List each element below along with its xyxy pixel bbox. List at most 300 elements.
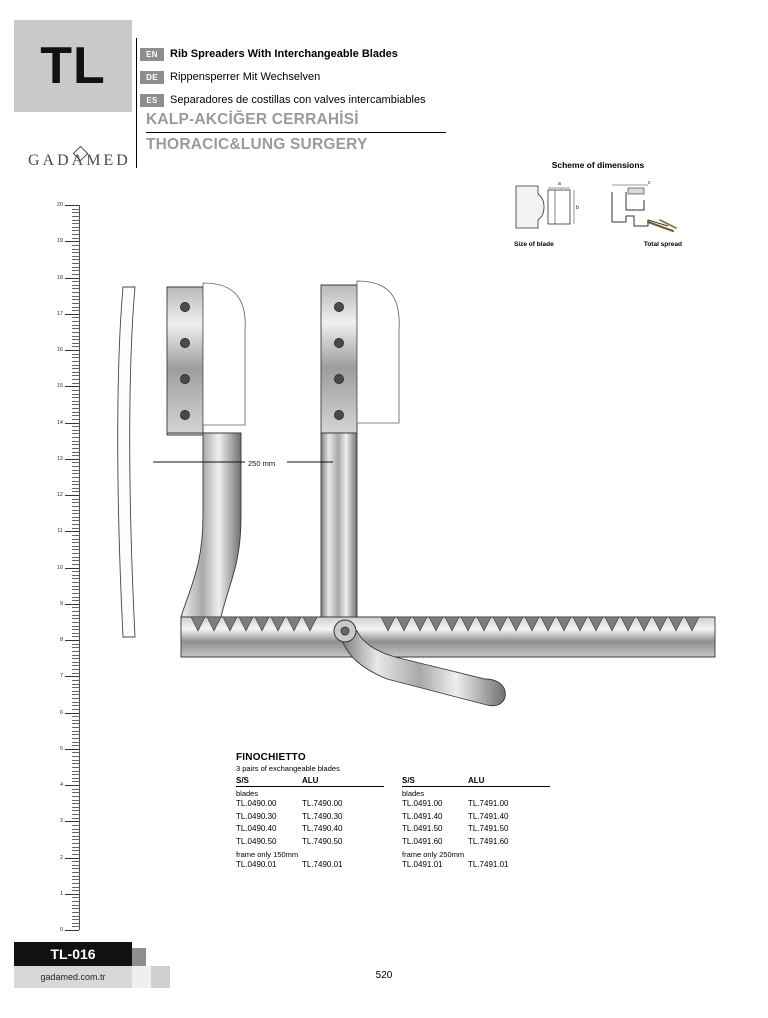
ruler-tick-label: 9 [59, 600, 63, 607]
ruler-tick-minor [72, 600, 79, 601]
ruler-tick-major [65, 278, 79, 279]
ruler-tick-minor [72, 781, 79, 782]
ruler-tick-minor [72, 731, 79, 732]
ruler-tick-label: 8 [59, 637, 63, 643]
cell-alu: TL.7491.40 [468, 811, 509, 821]
ruler-tick-minor [72, 803, 79, 804]
ruler-tick-minor [72, 720, 79, 721]
language-list [140, 44, 560, 113]
table-row [236, 859, 384, 872]
section-title-tr: KALP-AKCİĞER CERRAHİSİ [146, 111, 359, 128]
ruler-tick-minor [72, 542, 79, 543]
language-row-de [140, 67, 560, 87]
ruler-tick-minor [72, 745, 79, 746]
ruler-tick-minor [72, 408, 79, 409]
ruler-tick-minor [72, 702, 79, 703]
ruler-tick-minor [72, 528, 79, 529]
ruler-tick-minor [72, 426, 79, 427]
ruler-tick-minor [72, 249, 79, 250]
ruler-tick-minor [72, 365, 79, 366]
ruler-tick-minor [72, 662, 79, 663]
ruler-tick-minor [72, 256, 79, 257]
ruler-tick-minor [72, 843, 79, 844]
ruler-tick-minor [72, 792, 79, 793]
ruler-tick-label: 15 [56, 383, 63, 390]
ruler-tick-minor [72, 760, 79, 761]
brand-diamond-icon: A [71, 152, 87, 169]
ruler-tick-minor [72, 593, 79, 594]
ruler-tick-major [65, 531, 79, 532]
cell-alu: TL.7490.01 [302, 860, 343, 869]
ruler-tick-minor [72, 607, 79, 608]
section-title-en: THORACIC&LUNG SURGERY [146, 136, 368, 153]
ruler-tick-minor [72, 658, 79, 659]
ruler-tick-major [65, 858, 79, 859]
ruler-tick-minor [72, 299, 79, 300]
ruler-tick-minor [72, 296, 79, 297]
table-row [236, 811, 384, 824]
ruler-tick-major [65, 423, 79, 424]
ruler-tick-minor [72, 872, 79, 873]
ruler-tick-minor [72, 484, 79, 485]
ruler-tick-minor [72, 404, 79, 405]
cell-alu: TL.7491.60 [468, 836, 509, 846]
ruler-tick-minor [72, 336, 79, 337]
ruler-tick-label: 13 [56, 455, 63, 462]
ruler-tick-minor [72, 738, 79, 739]
footer-website: gadamed.com.tr [14, 966, 132, 988]
scheme-title: Scheme of dimensions [551, 160, 645, 170]
ruler-tick-minor [72, 444, 79, 445]
rib-spreader-svg [95, 265, 725, 735]
ruler-tick-minor [72, 629, 79, 630]
header-divider [136, 38, 137, 168]
ruler-tick-minor [72, 752, 79, 753]
ruler-tick-label: 5 [59, 745, 63, 752]
ruler-tick-minor [72, 883, 79, 884]
ruler-tick-minor [72, 832, 79, 833]
ruler-tick-minor [72, 789, 79, 790]
ruler-tick-minor [72, 441, 79, 442]
ruler-tick-minor [72, 796, 79, 797]
language-text-es: Separadores de costillas con valves intercambiables [170, 94, 426, 106]
ruler-tick-major [65, 676, 79, 677]
ruler-tick-minor [72, 615, 79, 616]
ruler-tick-minor [72, 361, 79, 362]
brand-text-part2: MED [86, 152, 131, 169]
ruler-tick-minor [72, 923, 79, 924]
ruler-tick-minor [72, 354, 79, 355]
language-row-es [140, 90, 560, 110]
ruler-tick-minor [72, 452, 79, 453]
ruler-tick-minor [72, 394, 79, 395]
cell-alu: TL.7490.40 [302, 824, 343, 833]
ruler-tick-minor [72, 245, 79, 246]
svg-text:c: c [648, 180, 651, 186]
ruler-tick-major [65, 495, 79, 496]
ruler-tick-major [65, 785, 79, 786]
ruler-tick-major [65, 459, 79, 460]
ruler-tick-minor [72, 912, 79, 913]
ruler-tick-minor [72, 372, 79, 373]
ruler-tick-minor [72, 734, 79, 735]
ruler-tick-minor [72, 212, 79, 213]
ruler-tick-minor [72, 705, 79, 706]
ruler-tick-minor [72, 332, 79, 333]
ruler-tick-minor [72, 611, 79, 612]
ruler-tick-minor [72, 897, 79, 898]
ruler-tick-minor [72, 564, 79, 565]
product-subtitle: 3 pairs of exchangeable blades [236, 764, 340, 773]
ruler-tick-minor [72, 582, 79, 583]
table-row [236, 836, 384, 849]
ruler-tick-minor [72, 684, 79, 685]
scheme-captions [508, 241, 688, 248]
ruler-tick-minor [72, 303, 79, 304]
ruler-tick-minor [72, 876, 79, 877]
ruler-tick-label: 11 [57, 528, 63, 535]
language-row-en [140, 44, 560, 64]
ruler-tick-label: 4 [59, 782, 63, 788]
ruler-tick-minor [72, 829, 79, 830]
ruler-tick-label: 7 [59, 673, 63, 680]
ruler-tick-label: 12 [56, 492, 63, 498]
category-code-box [14, 20, 132, 112]
ruler-tick-minor [72, 644, 79, 645]
column-2-header-ss: S/S [402, 776, 415, 785]
ruler-tick-minor [72, 861, 79, 862]
cell-ss: TL.0491.00 [402, 799, 443, 808]
scheme-figures [508, 176, 688, 238]
page-number: 520 [375, 970, 393, 981]
ruler-tick-minor [72, 865, 79, 866]
ruler-tick-minor [72, 539, 79, 540]
ruler-tick-minor [72, 491, 79, 492]
ruler-tick-minor [72, 800, 79, 801]
ruler-tick-minor [72, 412, 79, 413]
ruler-tick-minor [72, 223, 79, 224]
ruler-tick-minor [72, 466, 79, 467]
ruler-tick-label: 1 [59, 890, 63, 897]
ruler-tick-minor [72, 691, 79, 692]
language-tag-es: ES [140, 94, 164, 107]
ruler-tick-minor [72, 506, 79, 507]
ruler-tick-label: 6 [59, 709, 63, 716]
ruler-tick-minor [72, 252, 79, 253]
ruler-tick-label: 14 [56, 419, 63, 426]
product-table-column-1 [236, 776, 384, 872]
ruler-tick-minor [72, 709, 79, 710]
scheme-diagram-svg [508, 176, 688, 238]
ruler-tick-label: 17 [56, 310, 63, 317]
ruler-tick-minor [72, 651, 79, 652]
brand-text-part1: GAD [28, 152, 72, 169]
cell-alu: TL.7490.30 [302, 811, 343, 821]
ruler-tick-minor [72, 665, 79, 666]
ruler-tick-minor [72, 477, 79, 478]
ruler-tick-minor [72, 285, 79, 286]
ruler-tick-major [65, 821, 79, 822]
ruler-tick-minor [72, 310, 79, 311]
ruler-tick-minor [72, 383, 79, 384]
product-table [236, 752, 556, 872]
ruler-tick-label: 19 [56, 238, 63, 245]
column-2-header [402, 776, 550, 787]
column-2-note-frame: frame only 250mm [402, 850, 465, 859]
ruler-tick-minor [72, 901, 79, 902]
ruler-tick-minor [72, 836, 79, 837]
ruler-tick-minor [72, 216, 79, 217]
ruler-tick-minor [72, 807, 79, 808]
ruler-tick-minor [72, 502, 79, 503]
product-name: FINOCHIETTO [236, 752, 306, 763]
ruler-tick-minor [72, 433, 79, 434]
ruler-tick-minor [72, 597, 79, 598]
ruler-tick-minor [72, 321, 79, 322]
language-text-de: Rippensperrer Mit Wechselven [170, 71, 321, 83]
ruler-tick-minor [72, 325, 79, 326]
dimension-label: 250 mm [248, 459, 276, 468]
ruler-tick-minor [72, 401, 79, 402]
product-table-column-2 [402, 776, 550, 872]
ruler-tick-minor [72, 716, 79, 717]
table-row [236, 798, 384, 811]
ruler-axis [79, 205, 80, 930]
ruler-tick-minor [72, 263, 79, 264]
cell-ss: TL.0490.40 [236, 824, 277, 833]
column-2-header-alu: ALU [468, 776, 485, 785]
ruler-tick-minor [72, 810, 79, 811]
ruler-tick-minor [72, 419, 79, 420]
cell-ss: TL.0491.40 [402, 811, 443, 821]
ruler-tick-minor [72, 647, 79, 648]
ruler-tick-minor [72, 655, 79, 656]
ruler-tick-minor [72, 622, 79, 623]
ruler-tick-minor [72, 481, 79, 482]
cell-ss: TL.0491.60 [402, 836, 443, 846]
ruler-tick-minor [72, 307, 79, 308]
ruler-tick-minor [72, 220, 79, 221]
ruler-tick-minor [72, 778, 79, 779]
cell-alu: TL.7491.00 [468, 799, 509, 808]
brand-logo [28, 152, 131, 170]
ruler-tick-minor [72, 328, 79, 329]
ruler-tick-major [65, 749, 79, 750]
ruler-tick-minor [72, 238, 79, 239]
ruler-tick-minor [72, 488, 79, 489]
table-row [402, 859, 550, 872]
ruler-tick-major [65, 314, 79, 315]
ruler-tick-minor [72, 397, 79, 398]
svg-text:b: b [576, 205, 579, 211]
ruler-tick-minor [72, 288, 79, 289]
ruler-tick-minor [72, 879, 79, 880]
ruler-tick-label: 0 [59, 927, 63, 933]
ruler-tick-minor [72, 546, 79, 547]
ruler-tick-minor [72, 818, 79, 819]
ruler-tick-minor [72, 430, 79, 431]
scheme-caption-right: Total spread [643, 241, 682, 248]
column-1-note-blades: blades [236, 789, 259, 798]
ruler-tick-minor [72, 919, 79, 920]
ruler-tick-minor [72, 343, 79, 344]
ruler-tick-minor [72, 905, 79, 906]
ruler-tick-minor [72, 887, 79, 888]
section-titles [146, 110, 456, 155]
ruler-tick-minor [72, 575, 79, 576]
ruler-tick-minor [72, 890, 79, 891]
column-1-header-alu: ALU [302, 776, 319, 785]
cell-alu: TL.7490.50 [302, 836, 343, 846]
ruler-tick-minor [72, 274, 79, 275]
ruler-tick-minor [72, 578, 79, 579]
ruler-tick-minor [72, 868, 79, 869]
ruler-tick-major [65, 386, 79, 387]
ruler-tick-major [65, 205, 79, 206]
ruler-tick-minor [72, 379, 79, 380]
table-row [402, 836, 550, 849]
ruler-tick-minor [72, 626, 79, 627]
ruler-tick-minor [72, 633, 79, 634]
column-1-note-frame: frame only 150mm [236, 850, 299, 859]
ruler-tick-label: 20 [56, 202, 63, 208]
ruler-tick-minor [72, 673, 79, 674]
cell-alu: TL.7491.01 [468, 860, 509, 869]
ruler-tick-minor [72, 270, 79, 271]
ruler-tick-minor [72, 669, 79, 670]
language-text-en: Rib Spreaders With Interchangeable Blades [170, 48, 398, 60]
ruler-tick-minor [72, 814, 79, 815]
cell-ss: TL.0490.50 [236, 836, 277, 846]
ruler-tick-minor [72, 549, 79, 550]
ruler-tick-minor [72, 839, 79, 840]
ruler-tick-minor [72, 687, 79, 688]
ruler-tick-minor [72, 517, 79, 518]
ruler-tick-minor [72, 317, 79, 318]
ruler-tick-minor [72, 586, 79, 587]
table-row [236, 823, 384, 836]
cell-alu: TL.7491.50 [468, 824, 509, 833]
ruler-tick-label: 10 [56, 564, 63, 571]
ruler-tick-minor [72, 281, 79, 282]
ruler-tick-minor [72, 339, 79, 340]
cell-ss: TL.0490.01 [236, 860, 277, 869]
ruler-tick-major [65, 241, 79, 242]
column-1-header [236, 776, 384, 787]
ruler-tick-minor [72, 462, 79, 463]
scheme-caption-left: Size of blade [514, 241, 554, 248]
ruler-tick-minor [72, 767, 79, 768]
svg-text:a: a [558, 181, 561, 187]
table-row [402, 798, 550, 811]
ruler-tick-minor [72, 636, 79, 637]
ruler-tick-minor [72, 390, 79, 391]
ruler-tick-minor [72, 470, 79, 471]
ruler-tick-minor [72, 473, 79, 474]
ruler-tick-minor [72, 510, 79, 511]
ruler-tick-minor [72, 854, 79, 855]
ruler-tick-label: 2 [59, 854, 63, 861]
ruler-tick-minor [72, 437, 79, 438]
cell-ss: TL.0490.00 [236, 799, 277, 808]
ruler-tick-minor [72, 259, 79, 260]
language-tag-en: EN [140, 48, 164, 61]
ruler-tick-minor [72, 763, 79, 764]
scheme-of-dimensions [508, 160, 688, 248]
ruler-tick-minor [72, 916, 79, 917]
ruler-tick-major [65, 894, 79, 895]
ruler-tick-minor [72, 415, 79, 416]
ruler-tick-minor [72, 520, 79, 521]
ruler-tick-minor [72, 771, 79, 772]
ruler-tick-minor [72, 227, 79, 228]
ruler-tick-minor [72, 535, 79, 536]
ruler-tick-minor [72, 553, 79, 554]
ruler-tick-minor [72, 694, 79, 695]
ruler-tick-minor [72, 346, 79, 347]
ruler-tick-minor [72, 292, 79, 293]
ruler-tick-minor [72, 209, 79, 210]
ruler-tick-minor [72, 557, 79, 558]
ruler-tick-label: 3 [59, 818, 63, 825]
ruler-tick-minor [72, 847, 79, 848]
ruler-tick-label: 16 [56, 347, 63, 353]
ruler-tick-minor [72, 774, 79, 775]
category-code-text: TL [40, 37, 106, 95]
cell-ss: TL.0490.30 [236, 811, 277, 821]
ruler-tick-major [65, 568, 79, 569]
footer-code-badge: TL-016 [14, 942, 132, 966]
ruler-tick-minor [72, 850, 79, 851]
ruler-tick-minor [72, 448, 79, 449]
ruler-tick-minor [72, 524, 79, 525]
ruler-tick-minor [72, 742, 79, 743]
ruler-tick-minor [72, 234, 79, 235]
ruler-tick-label: 18 [56, 274, 63, 281]
ruler-tick-minor [72, 698, 79, 699]
ruler-tick-minor [72, 455, 79, 456]
ruler-tick-minor [72, 513, 79, 514]
ruler-tick-minor [72, 571, 79, 572]
ruler-tick-minor [72, 375, 79, 376]
ruler-tick-major [65, 350, 79, 351]
ruler-tick-major [65, 604, 79, 605]
ruler-tick-major [65, 930, 79, 931]
ruler-tick-minor [72, 267, 79, 268]
ruler-tick-minor [72, 560, 79, 561]
ruler-tick-minor [72, 230, 79, 231]
language-tag-de: DE [140, 71, 164, 84]
ruler-tick-minor [72, 727, 79, 728]
ruler-tick-minor [72, 756, 79, 757]
ruler-tick-minor [72, 825, 79, 826]
ruler-tick-minor [72, 499, 79, 500]
cell-ss: TL.0491.50 [402, 824, 443, 833]
table-row [402, 811, 550, 824]
measurement-ruler [34, 202, 80, 933]
ruler-tick-minor [72, 368, 79, 369]
ruler-tick-major [65, 713, 79, 714]
ruler-tick-minor [72, 680, 79, 681]
ruler-tick-minor [72, 589, 79, 590]
ruler-tick-major [65, 640, 79, 641]
ruler-tick-minor [72, 723, 79, 724]
ruler-tick-minor [72, 926, 79, 927]
ruler-tick-minor [72, 357, 79, 358]
ruler-tick-minor [72, 908, 79, 909]
column-2-note-blades: blades [402, 789, 425, 798]
cell-ss: TL.0491.01 [402, 860, 443, 869]
